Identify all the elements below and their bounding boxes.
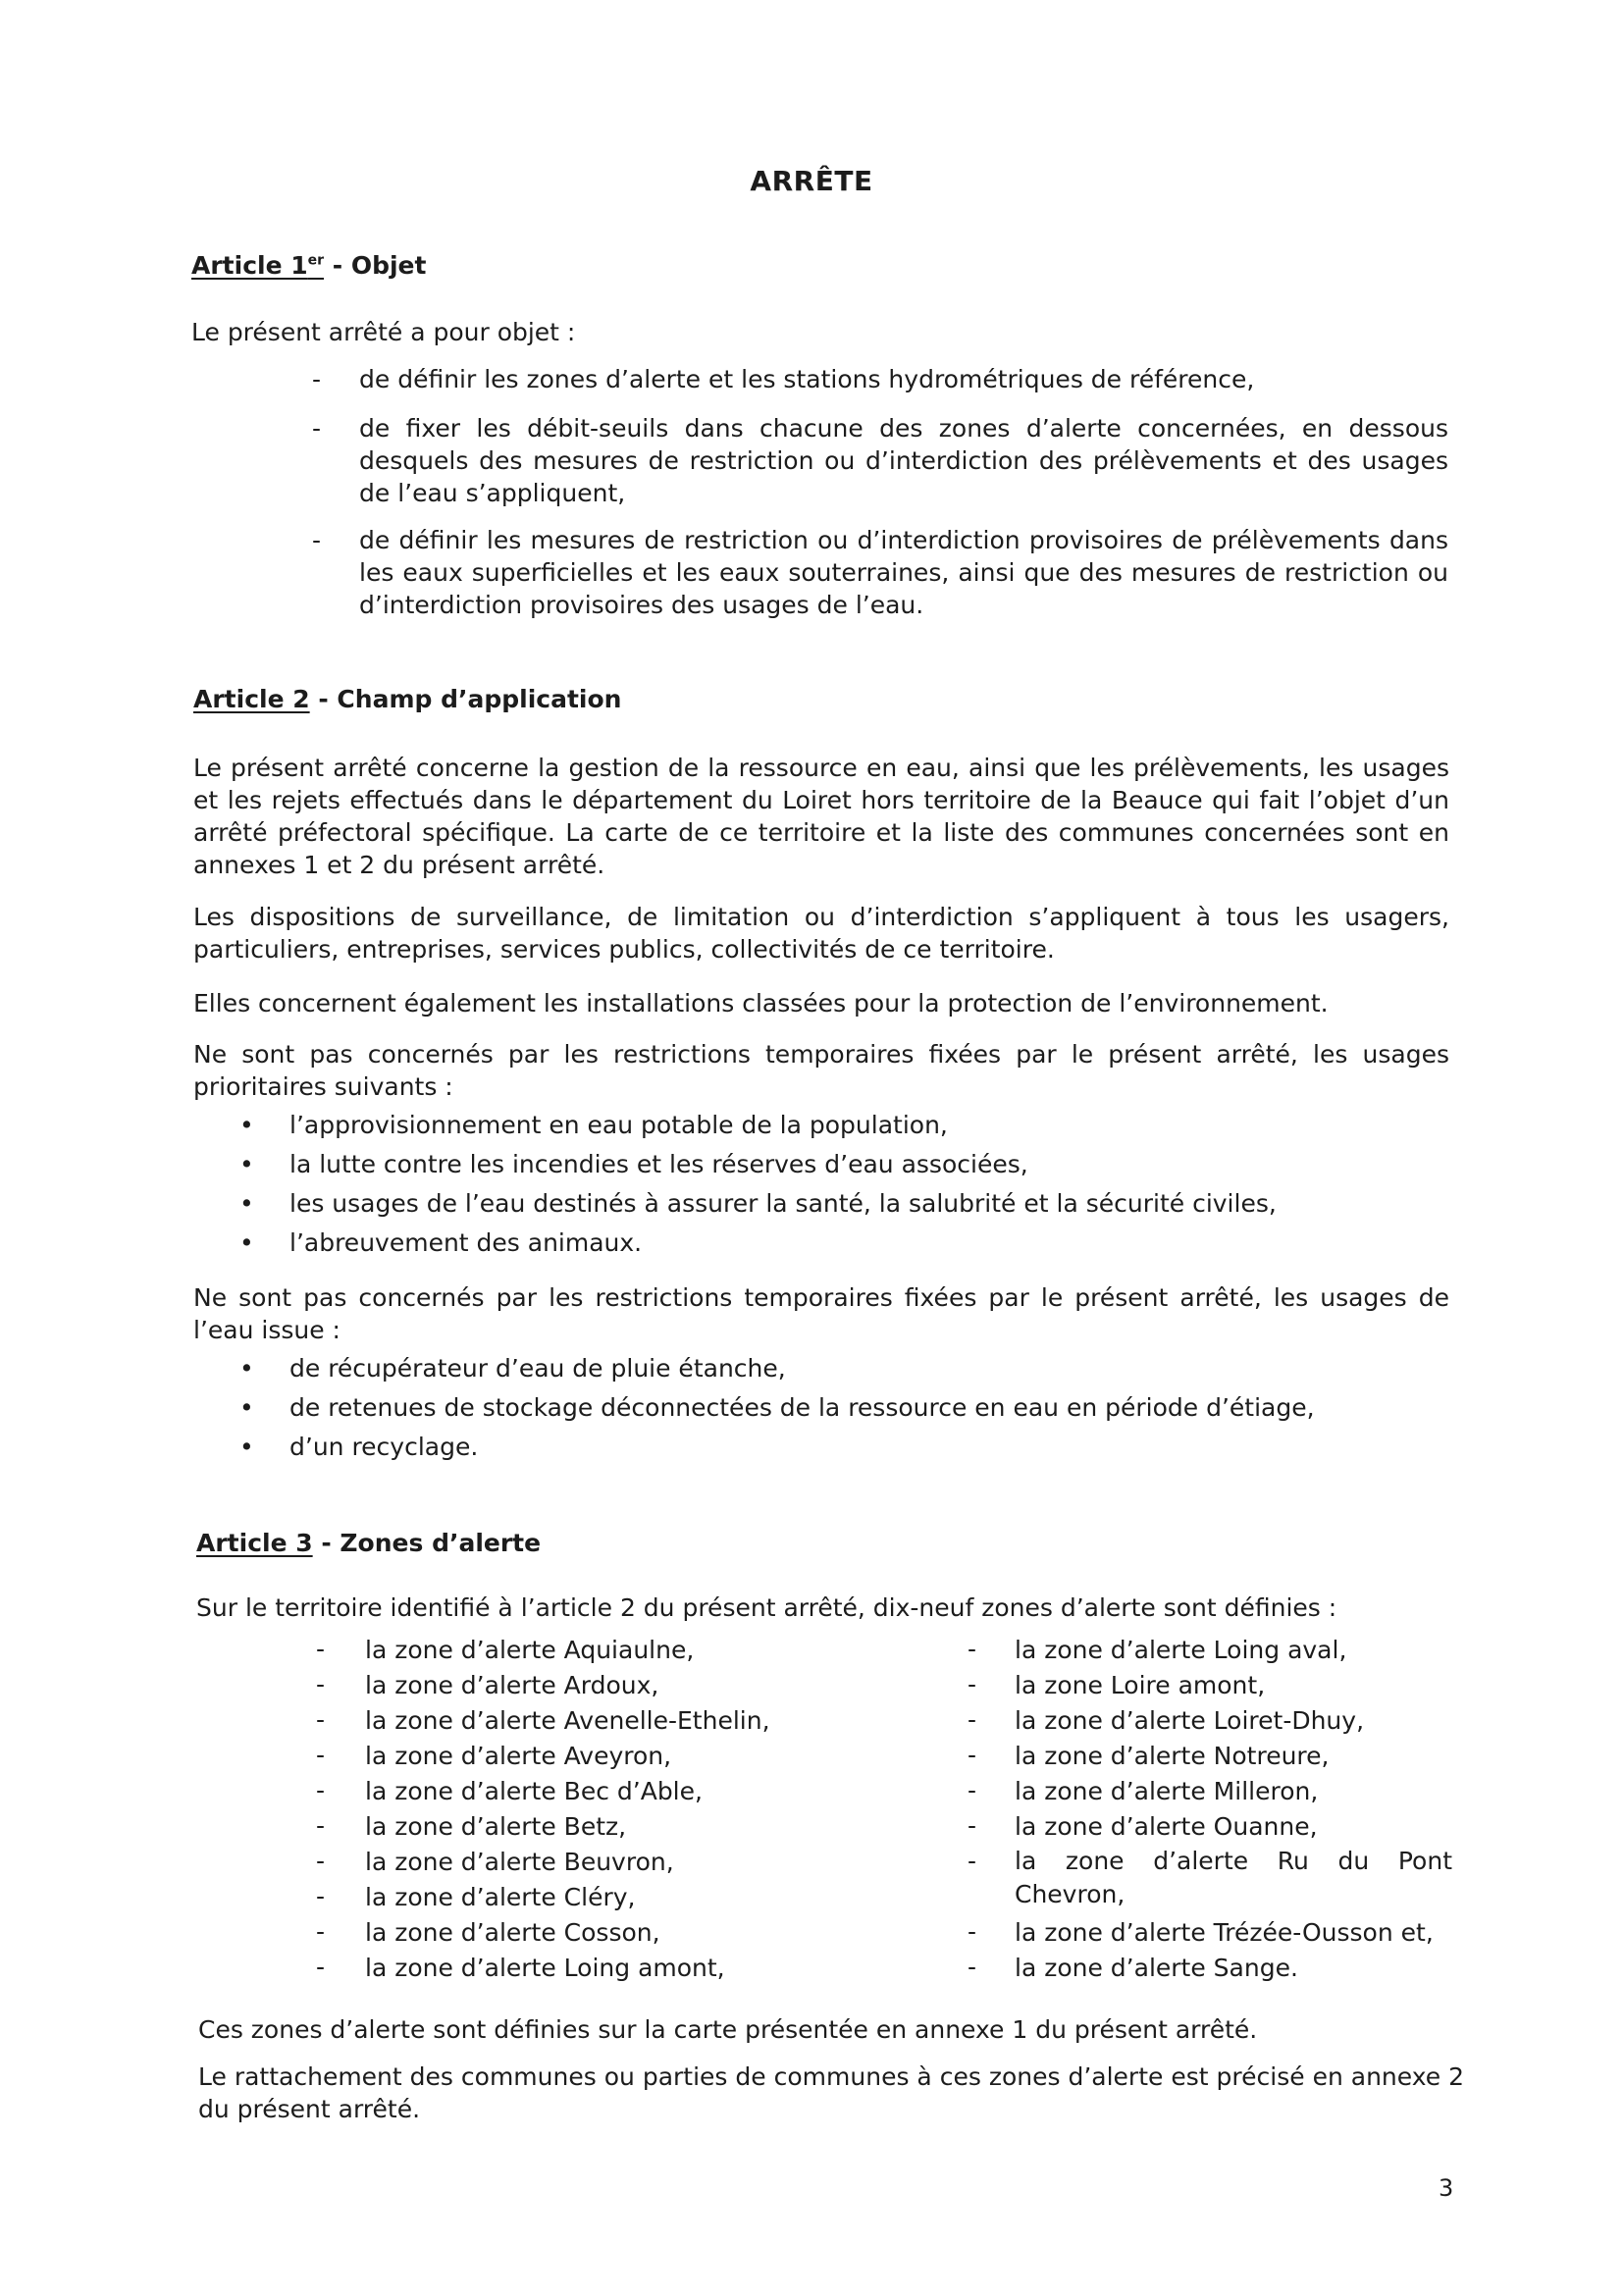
dash-marker: -	[312, 414, 322, 443]
zone-item: la zone d’alerte Bec d’Able,	[365, 1777, 703, 1805]
bullet-marker: •	[239, 1111, 254, 1139]
page-title: ARRÊTE	[750, 165, 873, 197]
article-2-heading: Article 2 - Champ d’application	[193, 685, 622, 713]
article-2-paragraph: Elles concernent également les installations classées pour la protection de l’environnement.	[193, 989, 1329, 1018]
dash-marker: -	[312, 526, 322, 554]
zone-item: la zone d’alerte Loing aval,	[1015, 1636, 1347, 1664]
dash-marker: -	[968, 1776, 977, 1804]
zone-item: la zone d’alerte Ru du Pont Chevron,	[1015, 1847, 1452, 1908]
article-1-item: de définir les zones d’alerte et les stations hydrométriques de référence,	[359, 365, 1255, 393]
zone-item: la zone d’alerte Loing amont,	[365, 1954, 725, 1982]
bullet-marker: •	[239, 1150, 254, 1178]
dash-marker: -	[968, 1847, 977, 1875]
zone-item: la zone d’alerte Sange.	[1015, 1954, 1298, 1982]
bullet-marker: •	[239, 1433, 254, 1461]
dash-marker: -	[968, 1917, 977, 1946]
article-1-item: de fixer les débit-seuils dans chacune des zones d’alerte concernées, en dessous desquels des mesures de restriction ou d’interdiction des prélèvements et des usages de l’eau s’appliquent,	[359, 414, 1448, 507]
bullet-marker: •	[239, 1393, 254, 1422]
page-number: 3	[1439, 2174, 1454, 2202]
bullet-marker: •	[239, 1228, 254, 1257]
zone-item: la zone d’alerte Cosson,	[365, 1918, 660, 1947]
zone-item: la zone d’alerte Aquiaulne,	[365, 1636, 695, 1664]
dash-marker: -	[312, 365, 322, 393]
zone-item: la zone d’alerte Loiret-Dhuy,	[1015, 1706, 1365, 1735]
zone-item: la zone d’alerte Trézée-Ousson et,	[1015, 1918, 1434, 1947]
article-2-priority-item: l’approvisionnement en eau potable de la population,	[289, 1111, 948, 1139]
article-3-intro: Sur le territoire identifié à l’article 2 du présent arrêté, dix-neuf zones d’alerte sont définies :	[196, 1593, 1337, 1622]
article-1-item: de définir les mesures de restriction ou d’interdiction provisoires de prélèvements dans les eaux superficielles et les eaux souterraines, ainsi que des mesures de restriction ou d’interdiction provisoires des usages de l’eau.	[359, 526, 1448, 619]
dash-marker: -	[316, 1882, 326, 1910]
zone-item: la zone d’alerte Aveyron,	[365, 1742, 672, 1770]
article-2-priority-item: la lutte contre les incendies et les réserves d’eau associées,	[289, 1150, 1028, 1178]
article-2-heading-link: Article 2	[193, 685, 310, 713]
article-2-paragraph: Les dispositions de surveillance, de limitation ou d’interdiction s’appliquent à tous les usagers, particuliers, entreprises, services publics, collectivités de ce territoire.	[193, 903, 1449, 964]
dash-marker: -	[316, 1847, 326, 1875]
dash-marker: -	[968, 1811, 977, 1840]
article-3-paragraph: Ces zones d’alerte sont définies sur la carte présentée en annexe 1 du présent arrêté.	[198, 2015, 1258, 2044]
zone-item: la zone d’alerte Milleron,	[1015, 1777, 1319, 1805]
dash-marker: -	[316, 1776, 326, 1804]
article-2-priority-item: les usages de l’eau destinés à assurer la santé, la salubrité et la sécurité civiles,	[289, 1189, 1277, 1218]
article-3-heading-link: Article 3	[196, 1529, 313, 1557]
dash-marker: -	[968, 1953, 977, 1981]
article-1-intro: Le présent arrêté a pour objet :	[191, 318, 576, 346]
dash-marker: -	[968, 1705, 977, 1734]
article-1-heading: Article 1er - Objet	[191, 251, 427, 280]
zone-item: la zone d’alerte Ardoux,	[365, 1671, 659, 1699]
article-2-priority-item: l’abreuvement des animaux.	[289, 1228, 643, 1257]
dash-marker: -	[316, 1670, 326, 1698]
article-2-paragraph: Ne sont pas concernés par les restrictions temporaires fixées par le présent arrêté, les usages prioritaires suivants :	[193, 1040, 1449, 1101]
article-2-water-source-item: de récupérateur d’eau de pluie étanche,	[289, 1354, 786, 1383]
zone-item: la zone d’alerte Beuvron,	[365, 1848, 674, 1876]
zone-item: la zone d’alerte Ouanne,	[1015, 1812, 1318, 1841]
article-1-heading-link: Article 1er	[191, 251, 325, 280]
dash-marker: -	[316, 1811, 326, 1840]
dash-marker: -	[968, 1741, 977, 1769]
zone-item: la zone d’alerte Cléry,	[365, 1883, 636, 1911]
article-2-water-source-item: de retenues de stockage déconnectées de la ressource en eau en période d’étiage,	[289, 1393, 1315, 1422]
dash-marker: -	[968, 1670, 977, 1698]
article-2-water-source-item: d’un recyclage.	[289, 1433, 479, 1461]
zone-item: la zone d’alerte Betz,	[365, 1812, 627, 1841]
dash-marker: -	[316, 1953, 326, 1981]
bullet-marker: •	[239, 1189, 254, 1218]
dash-marker: -	[316, 1635, 326, 1663]
dash-marker: -	[316, 1705, 326, 1734]
article-2-paragraph: Ne sont pas concernés par les restrictions temporaires fixées par le présent arrêté, les usages de l’eau issue :	[193, 1283, 1449, 1344]
article-3-paragraph: Le rattachement des communes ou parties de communes à ces zones d’alerte est précisé en annexe 2 du présent arrêté.	[198, 2062, 1464, 2123]
bullet-marker: •	[239, 1354, 254, 1383]
zone-item: la zone d’alerte Notreure,	[1015, 1742, 1330, 1770]
article-3-heading: Article 3 - Zones d’alerte	[196, 1529, 542, 1557]
dash-marker: -	[316, 1741, 326, 1769]
article-2-paragraph: Le présent arrêté concerne la gestion de la ressource en eau, ainsi que les prélèvements, les usages et les rejets effectués dans le département du Loiret hors territoire de la Beauce qui fait l’objet d’un arrêté préfectoral spécifique. La carte de ce territoire et la liste des communes concernées sont en annexes 1 et 2 du présent arrêté.	[193, 754, 1449, 879]
zone-item: la zone Loire amont,	[1015, 1671, 1266, 1699]
dash-marker: -	[316, 1917, 326, 1946]
dash-marker: -	[968, 1635, 977, 1663]
zone-item: la zone d’alerte Avenelle-Ethelin,	[365, 1706, 770, 1735]
